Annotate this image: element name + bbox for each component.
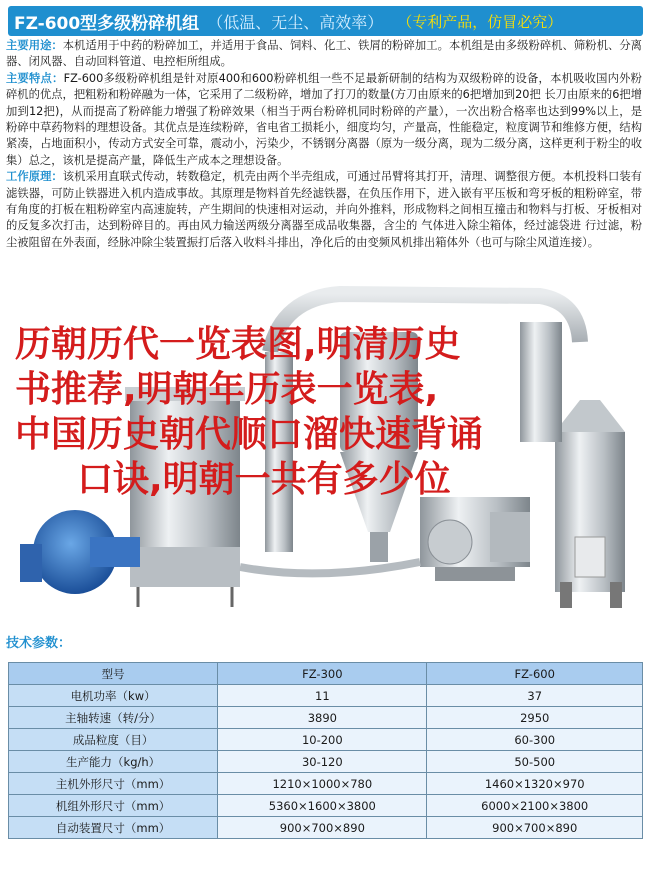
cell-fz600: 900×700×890 xyxy=(427,817,643,839)
watermark-overlay xyxy=(15,322,640,502)
table-header-row xyxy=(9,663,643,685)
row-label: 自动装置尺寸（mm） xyxy=(9,817,218,839)
section-text: 本机适用于中药的粉碎加工，并适用于食品、饲料、化工、铁屑的粉碎加工。本机组是由多级粉碎机、筛粉机、分离器、闭风器、自动回料管道、电控柜所组成。 xyxy=(6,39,642,69)
table-row xyxy=(9,729,643,751)
row-label: 生产能力（kg/h） xyxy=(9,751,218,773)
table-row xyxy=(9,795,643,817)
cell-fz300: 30-120 xyxy=(218,751,427,773)
watermark-line: 历朝历代一览表图,明清历史 xyxy=(15,324,461,365)
product-title: FZ-600型多级粉碎机组 xyxy=(14,13,200,34)
tech-params-table xyxy=(8,662,643,839)
section-label: 工作原理： xyxy=(6,170,63,184)
section-principle xyxy=(6,169,642,251)
watermark-line: 中国历史朝代顺口溜快速背诵 xyxy=(15,414,484,455)
column-header: 型号 xyxy=(9,663,218,685)
row-label: 成品粒度（目） xyxy=(9,729,218,751)
cell-fz600: 37 xyxy=(427,685,643,707)
section-text: FZ-600多级粉碎机组是针对原400和600粉碎机组一些不足最新研制的结构为双级粉碎的设备，本机吸收国内外粉碎机的优点，把粗粉和粉碎融为一体，它采用了二级粉碎，增加了打刀的数量(方刀由原来的6把增加到20把 长刀由原来的6把增加到12把)，从而提高了粉碎能力增强了粉碎效果（相当于两台粉碎机同时粉碎的产量），一次出粉合格率也达到99%以上，是粉碎中草药物料的理想设备。其优点是连续粉碎，省电省工损耗小，细度均匀，产量高，性能稳定，粒度调节和维修方便，结构紧凑，占地面积小，传动方式安全可靠，震动小，污染少，不锈钢分离器（原为一级分离，现为二级分离，这样更利于粉尘的收集）总之，该机是提高产量，降低生产成本之理想设备。 xyxy=(6,71,642,167)
cell-fz300: 3890 xyxy=(218,707,427,729)
row-label: 主轴转速（转/分） xyxy=(9,707,218,729)
section-usage xyxy=(6,38,642,71)
product-features: （低温、无尘、高效率） xyxy=(207,12,384,32)
cell-fz300: 1210×1000×780 xyxy=(218,773,427,795)
description-block xyxy=(6,38,642,251)
column-header: FZ-600 xyxy=(427,663,643,685)
row-label: 机组外形尺寸（mm） xyxy=(9,795,218,817)
row-label: 电机功率（kw） xyxy=(9,685,218,707)
watermark-line: 书推荐,明朝年历表一览表, xyxy=(15,369,439,410)
table-row xyxy=(9,773,643,795)
table-row xyxy=(9,685,643,707)
cell-fz600: 60-300 xyxy=(427,729,643,751)
section-text: 该机采用直联式传动，转数稳定，机壳由两个半壳组成，可通过吊臂将其打开，清理、调整很方便。本机投料口装有滤铁器，可防止铁器进入机内造成事故。其原理是物料首先经滤铁器，在负压作用下，进入嵌有平压板和弯牙板的粗粉碎室，带有角度的打板在粗粉碎室内高速旋转，产生期间的快速相对运动，并向外推料，形成物料之间相互撞击和物料与打板、牙板相对的反复多次打击，达到粉碎目的。再由风力输送两级分离器至成品收集器，含尘的 气体进入除尘箱体，经过滤袋进 行过滤，粉尘被阻留在外表面，经脉冲除尘装置振打后落入收料斗排出，净化后的由变频风机排出箱体外（也可与除尘风道连接）。 xyxy=(6,170,642,249)
table-row xyxy=(9,751,643,773)
tech-params-label: 技术参数： xyxy=(6,636,72,651)
watermark-line: 口诀,明朝一共有多少位 xyxy=(77,459,451,500)
cell-fz300: 10-200 xyxy=(218,729,427,751)
cell-fz600: 2950 xyxy=(427,707,643,729)
table-row xyxy=(9,707,643,729)
patent-note: （专利产品，仿冒必究） xyxy=(397,12,563,31)
cell-fz600: 50-500 xyxy=(427,751,643,773)
cell-fz300: 11 xyxy=(218,685,427,707)
row-label: 主机外形尺寸（mm） xyxy=(9,773,218,795)
title-bar xyxy=(8,6,643,36)
column-header: FZ-300 xyxy=(218,663,427,685)
section-features xyxy=(6,71,642,169)
cell-fz300: 900×700×890 xyxy=(218,817,427,839)
section-label: 主要特点： xyxy=(6,71,64,85)
table-row xyxy=(9,817,643,839)
cell-fz600: 1460×1320×970 xyxy=(427,773,643,795)
cell-fz300: 5360×1600×3800 xyxy=(218,795,427,817)
section-label: 主要用途： xyxy=(6,39,63,52)
cell-fz600: 6000×2100×3800 xyxy=(427,795,643,817)
